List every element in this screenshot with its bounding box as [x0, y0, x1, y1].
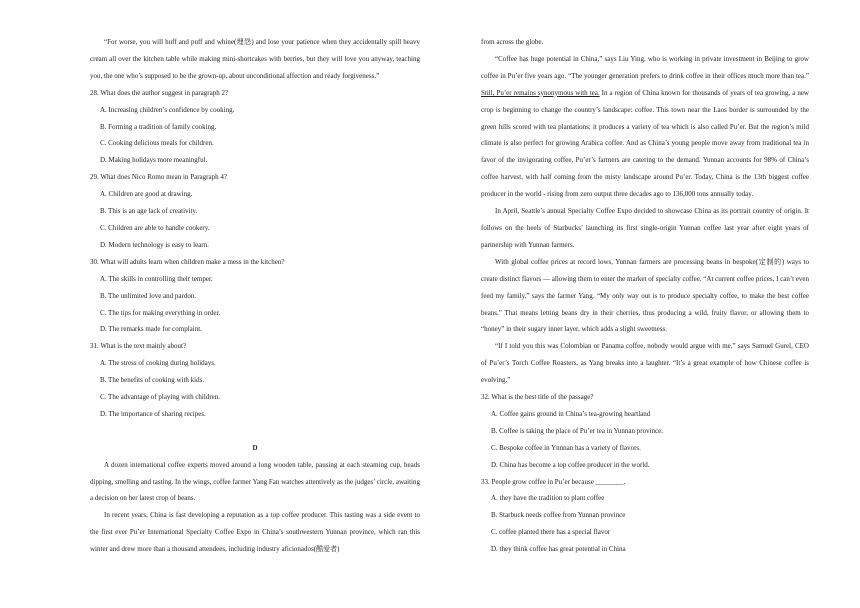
section-heading-d: D [252, 443, 258, 452]
option-30c: C. The tips for making everything in order. [100, 308, 221, 317]
question-30: 30. What will adults learn when children make a mess in the kitchen? [90, 257, 285, 266]
option-33a: A. they have the tradition to plant coffee [491, 494, 605, 503]
paragraph-r2: In April, Seattle’s annual Specialty Coffee Expo decided to showcase China as its portrait country of origin. It follows on the heels of Starbucks’ launching its first single-origin Yunnan coffee last year after eight years of partnership with Yunnan farmers. [481, 207, 809, 249]
option-31c: C. The advantage of playing with children. [100, 393, 221, 402]
option-33d: D. they think coffee has great potential in China [491, 545, 626, 554]
paragraph-r1-start: “Coffee has huge potential in China,” says Liu Ying, who is working in private investment in Beijing to grow coffee in Pu’er five years ago. “The younger generation prefers to drink coffee in their offices much more than tea.” [481, 54, 809, 80]
question-31: 31. What is the text mainly about? [90, 342, 187, 351]
option-28c: C. Cooking delicious meals for children. [100, 139, 214, 148]
spacer [90, 423, 420, 440]
paragraph-d1: A dozen international coffee experts moved around a long wooden table, pausing at each steaming cup, heads dipping, smelling and tasting. In the wings, coffee farmer Yang Fan watches attentively as the judges’ circle, awaiting a decision on her latest crop of beans. [90, 460, 420, 503]
option-32c: C. Bespoke coffee in Ynnnan has a variety of flavors. [491, 443, 641, 452]
option-29a: A. Children are good at drawing. [100, 190, 193, 199]
option-29d: D. Modern technology is easy to learn. [100, 240, 209, 249]
option-30d: D. The remarks made for complaint. [100, 325, 202, 334]
option-31a: A. The stress of cooking during holidays. [100, 359, 216, 368]
left-column [90, 34, 420, 558]
question-32: 32. What is the best title of the passage? [481, 393, 594, 402]
paragraph-d2: In recent years, China is fast developing a reputation as a top coffee producer. This tasting was a side event to the first ever Pu’er International Specialty Coffee Expo in China’s southwestern Yunnan province, which ran this winter and drew more than a thousand attendees, including industry aficionados(酷爱者) [90, 511, 420, 554]
paragraph-continued: from across the globe. [481, 38, 544, 46]
paragraph-intro: “For worse, you will huff and puff and whine(埋怨) and lose your patience when they accidentally spill heavy cream all over the kitchen table while making mini-shortcakes with berries, but they will love you anyway, teaching you, the one who’s supposed to be the grown-up, about unconditional affection and ready forgiveness.” [90, 38, 420, 80]
option-29c: C. Children are able to handle cookery. [100, 223, 210, 232]
option-33c: C. coffee planted there has a special flavor [491, 528, 611, 537]
paragraph-r3: With global coffee prices at record lows, Yunnan farmers are processing beans in bespoke(定制的) ways to create distinct flavors — allowing them to enter the market of specialty coffee. “At current coffee prices, I can’t even feed my family,” says the farmer Yang. “My only way out is to produce specialty coffee, to make the best coffee beans.” That means letting beans dry in their cherries, thus producing a wild, fruity flavor, or allowing them to “honey” in their sugary inner layer, which adds a slight sweetness. [481, 257, 809, 334]
option-32d: D. China has become a top coffee producer in the world. [491, 460, 650, 469]
question-29: 29. What does Nico Romo mean in Paragraph 4? [90, 173, 227, 182]
underlined-sentence: Still, Pu’er remains synonymous with tea. [481, 88, 600, 97]
option-32b: B. Coffee is taking the place of Pu’er tea in Yunnan province. [491, 426, 664, 435]
option-28b: B. Forming a tradition of family cooking. [100, 122, 217, 131]
option-28d: D. Making holidays more meaningful. [100, 156, 208, 165]
question-33: 33. People grow coffee in Pu’er because ________. [481, 477, 626, 486]
question-28: 28. What does the author suggest in paragraph 2? [90, 88, 229, 97]
option-31b: B. The benefits of cooking with kids. [100, 376, 205, 385]
paragraph-r1-end: In a region of China known for thousands of years of tea growing, a new crop is beginning to change the country’s landscape: coffee. This town near the Laos border is surrounded by the green hills scored with tea plantations; it produces a variety of tea which is also called Pu’er. But the region’s mild climate is also perfect for growing Arabica coffee. And as China’s young people move away from traditional tea in favor of the invigorating coffee, Pu’er’s farmers are catering to the demand. Yunnan accounts for 98% of China’s coffee harvest, with half coming from the misty landscape around Pu’er. Today, China is the 13th biggest coffee producer in the world - rising from zero output three decades ago to 136,000 tons annually today. [481, 88, 809, 199]
option-29b: B. This is an age lack of creativity. [100, 207, 198, 216]
paragraph-r4: “If I told you this was Colombian or Panama coffee, nobody would argue with me,” says Samuel Gurel, CEO of Pu’er’s Torch Coffee Roasters, as Yang breaks into a laughter. “It’s a great example of how Chinese coffee is evolving.” [481, 342, 809, 385]
right-column [481, 34, 809, 558]
option-30a: A. The skills in controlling their temper. [100, 274, 213, 283]
paragraph-r1 [481, 51, 809, 203]
option-30b: B. The unlimited love and pardon. [100, 291, 197, 300]
option-32a: A. Coffee gains ground in China’s tea-growing heartland [491, 409, 651, 418]
option-31d: D. The importance of sharing recipes. [100, 409, 206, 418]
option-28a: A. Increasing children’s confidence by cooking. [100, 105, 235, 114]
option-33b: B. Starbuck needs coffee from Yunnan province [491, 511, 626, 520]
